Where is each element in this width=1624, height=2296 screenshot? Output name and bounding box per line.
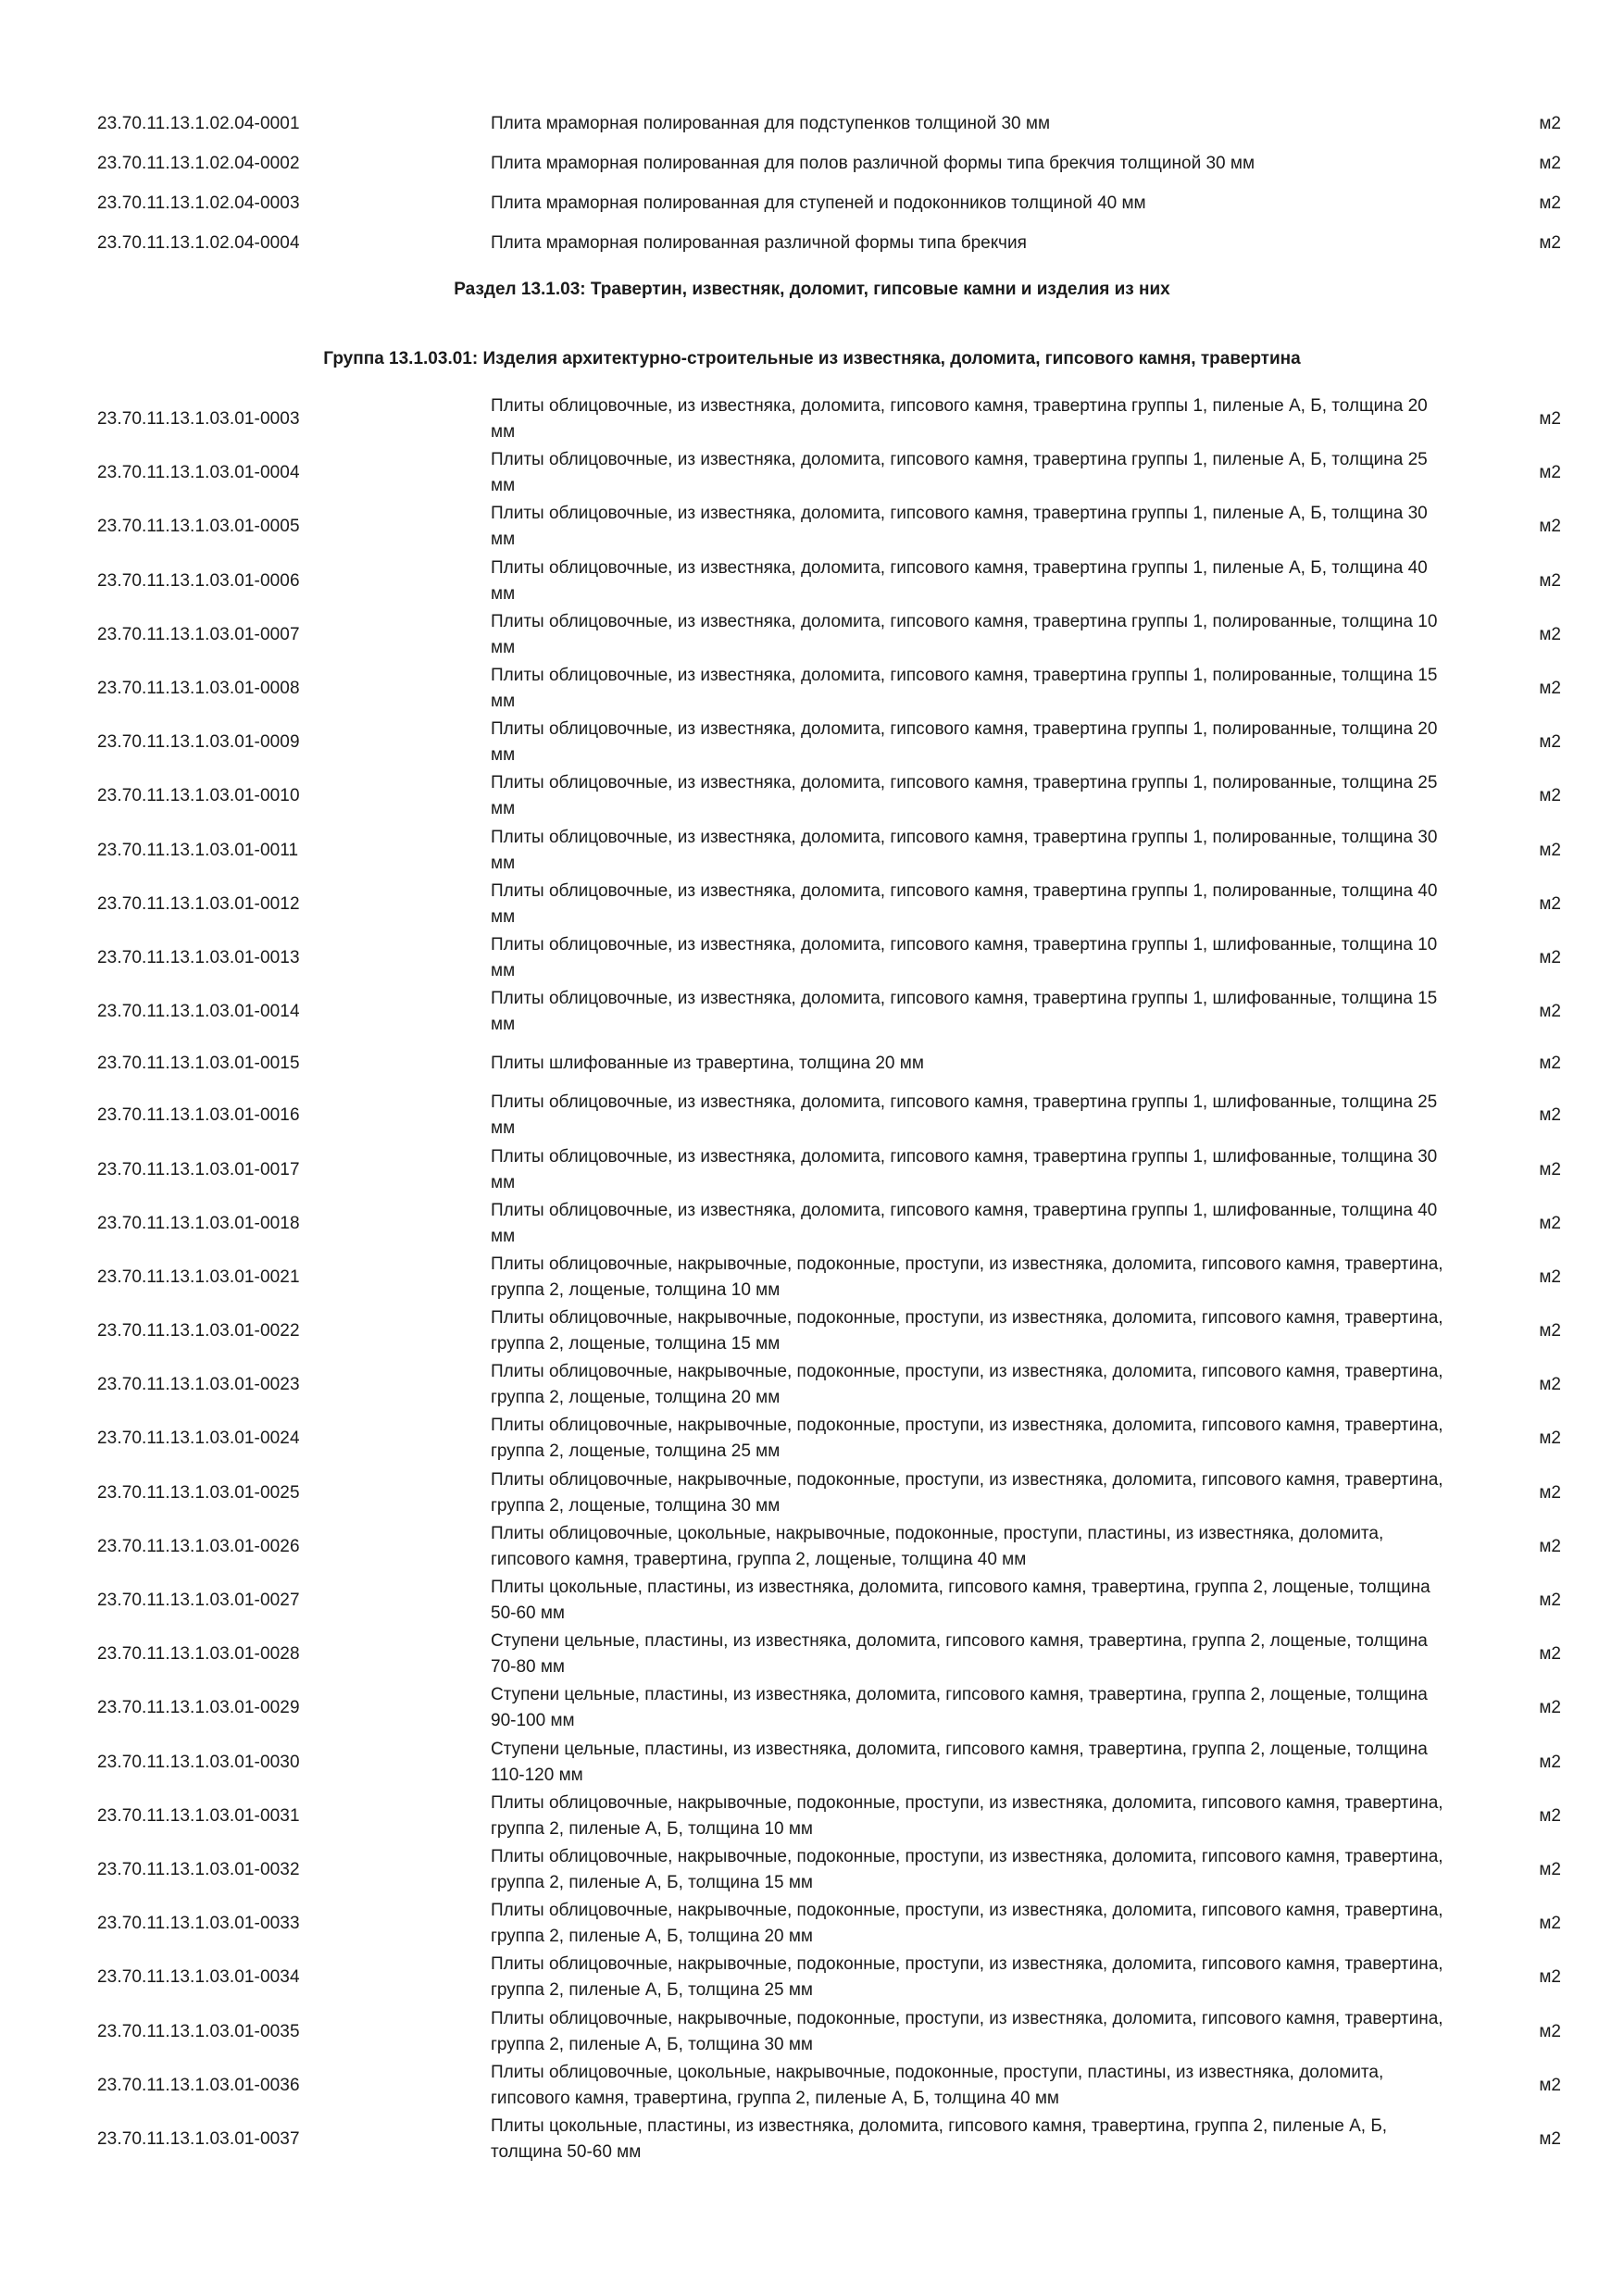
row-unit: м2	[1539, 1591, 1561, 1611]
row-unit: м2	[1539, 1002, 1561, 1022]
table-row	[0, 1790, 1624, 1843]
row-code: 23.70.11.13.1.03.01-0030	[97, 1752, 300, 1772]
row-description: Плиты облицовочные, накрывочные, подоконные, проступи, из известняка, доломита, гипсового камня, травертина, группа 2, пиленые А, Б, толщина 20 мм	[491, 1901, 1443, 1947]
row-code: 23.70.11.13.1.03.01-0018	[97, 1213, 300, 1233]
table-row	[0, 878, 1624, 931]
table-row	[0, 1574, 1624, 1628]
row-unit: м2	[1539, 1429, 1561, 1449]
row-description: Плиты облицовочные, из известняка, доломита, гипсового камня, травертина группы 1, полированные, толщина 25 мм	[491, 773, 1438, 819]
row-description: Плиты облицовочные, накрывочные, подоконные, проступи, из известняка, доломита, гипсового камня, травертина, группа 2, пиленые А, Б, толщина 10 мм	[491, 1792, 1443, 1839]
row-code: 23.70.11.13.1.03.01-0016	[97, 1105, 300, 1126]
row-code: 23.70.11.13.1.03.01-0007	[97, 624, 300, 644]
table-row	[0, 2059, 1624, 2113]
row-code: 23.70.11.13.1.03.01-0011	[97, 840, 299, 860]
table-row	[0, 555, 1624, 608]
row-unit: м2	[1539, 2021, 1561, 2041]
table-row	[0, 1142, 1624, 1196]
row-code: 23.70.11.13.1.02.04-0001	[97, 113, 300, 133]
row-unit: м2	[1539, 463, 1561, 483]
row-code: 23.70.11.13.1.03.01-0035	[97, 2021, 300, 2041]
row-description: Плиты облицовочные, цокольные, накрывочные, подоконные, проступи, пластины, из известняка, доломита, гипсового камня, травертина, группа 2, пиленые А, Б, толщина 40 мм	[491, 2062, 1384, 2108]
table-row	[0, 1520, 1624, 1574]
table-row	[0, 1843, 1624, 1897]
row-unit: м2	[1539, 947, 1561, 967]
table-row	[0, 500, 1624, 554]
table-row	[0, 1251, 1624, 1304]
row-unit: м2	[1539, 1105, 1561, 1126]
row-description: Плиты шлифованные из травертина, толщина 20 мм	[491, 1054, 924, 1074]
row-unit: м2	[1539, 624, 1561, 644]
row-code: 23.70.11.13.1.03.01-0004	[97, 463, 300, 483]
row-code: 23.70.11.13.1.03.01-0017	[97, 1159, 300, 1179]
row-code: 23.70.11.13.1.03.01-0010	[97, 786, 300, 806]
table-row	[0, 1412, 1624, 1466]
row-code: 23.70.11.13.1.03.01-0028	[97, 1644, 300, 1665]
row-unit: м2	[1539, 409, 1561, 430]
row-unit: м2	[1539, 786, 1561, 806]
row-code: 23.70.11.13.1.03.01-0033	[97, 1914, 300, 1934]
row-unit: м2	[1539, 153, 1561, 173]
row-description: Ступени цельные, пластины, из известняка, доломита, гипсового камня, травертина, группа 2, лощеные, толщина 70-80 мм	[491, 1631, 1428, 1678]
row-description: Плиты облицовочные, накрывочные, подоконные, проступи, из известняка, доломита, гипсового камня, травертина, группа 2, пиленые А, Б, толщина 15 мм	[491, 1846, 1443, 1892]
table-row	[0, 393, 1624, 446]
row-code: 23.70.11.13.1.03.01-0027	[97, 1591, 300, 1611]
row-description: Плиты облицовочные, из известняка, доломита, гипсового камня, травертина группы 1, шлифованные, толщина 30 мм	[491, 1146, 1438, 1192]
table-row	[0, 104, 1624, 144]
row-code: 23.70.11.13.1.03.01-0013	[97, 947, 300, 967]
group-title: Группа 13.1.03.01: Изделия архитектурно-строительные из известняка, доломита, гипсового камня, травертина	[323, 349, 1301, 368]
row-unit: м2	[1539, 732, 1561, 753]
row-description: Плиты облицовочные, из известняка, доломита, гипсового камня, травертина группы 1, полированные, толщина 40 мм	[491, 880, 1438, 927]
row-unit: м2	[1539, 517, 1561, 537]
row-code: 23.70.11.13.1.03.01-0029	[97, 1698, 300, 1718]
row-code: 23.70.11.13.1.03.01-0009	[97, 732, 300, 753]
row-unit: м2	[1539, 2075, 1561, 2095]
row-unit: м2	[1539, 893, 1561, 914]
row-code: 23.70.11.13.1.03.01-0003	[97, 409, 300, 430]
row-code: 23.70.11.13.1.03.01-0037	[97, 2128, 300, 2149]
row-unit: м2	[1539, 1752, 1561, 1772]
table-row	[0, 1681, 1624, 1735]
table-row	[0, 931, 1624, 985]
row-code: 23.70.11.13.1.03.01-0005	[97, 517, 300, 537]
table-row	[0, 144, 1624, 183]
table-row	[0, 1951, 1624, 2004]
row-code: 23.70.11.13.1.03.01-0008	[97, 679, 300, 699]
table-row	[0, 2113, 1624, 2166]
row-description: Плиты облицовочные, накрывочные, подоконные, проступи, из известняка, доломита, гипсового камня, травертина, группа 2, лощеные, толщина 15 мм	[491, 1308, 1443, 1354]
table-row	[0, 446, 1624, 500]
row-code: 23.70.11.13.1.03.01-0014	[97, 1002, 300, 1022]
row-description: Плиты облицовочные, из известняка, доломита, гипсового камня, травертина группы 1, пиленые А, Б, толщина 30 мм	[491, 504, 1428, 550]
row-unit: м2	[1539, 1698, 1561, 1718]
table-row	[0, 1304, 1624, 1358]
row-unit: м2	[1539, 113, 1561, 133]
row-code: 23.70.11.13.1.02.04-0004	[97, 232, 300, 253]
row-description: Плиты облицовочные, из известняка, доломита, гипсового камня, травертина группы 1, пиленые А, Б, толщина 40 мм	[491, 557, 1428, 604]
row-description: Плита мраморная полированная для подступенков толщиной 30 мм	[491, 113, 1051, 133]
table-row	[0, 1358, 1624, 1412]
table-row	[0, 183, 1624, 223]
row-unit: м2	[1539, 679, 1561, 699]
row-unit: м2	[1539, 1375, 1561, 1395]
table-row	[0, 1089, 1624, 1142]
row-description: Плиты облицовочные, из известняка, доломита, гипсового камня, травертина группы 1, шлифованные, толщина 15 мм	[491, 989, 1438, 1035]
row-unit: м2	[1539, 1644, 1561, 1665]
row-description: Плиты облицовочные, из известняка, доломита, гипсового камня, травертина группы 1, шлифованные, толщина 10 мм	[491, 934, 1438, 980]
table-row	[0, 1897, 1624, 1951]
table-row	[0, 662, 1624, 716]
row-unit: м2	[1539, 1914, 1561, 1934]
row-code: 23.70.11.13.1.02.04-0002	[97, 153, 300, 173]
row-code: 23.70.11.13.1.03.01-0024	[97, 1429, 300, 1449]
table-row	[0, 1197, 1624, 1251]
row-code: 23.70.11.13.1.03.01-0034	[97, 1967, 300, 1988]
row-unit: м2	[1539, 1536, 1561, 1556]
row-code: 23.70.11.13.1.02.04-0003	[97, 193, 300, 213]
row-description: Плита мраморная полированная различной формы типа брекчия	[491, 232, 1027, 253]
table-row	[0, 1039, 1624, 1089]
row-description: Ступени цельные, пластины, из известняка, доломита, гипсового камня, травертина, группа 2, лощеные, толщина 110-120 мм	[491, 1739, 1428, 1785]
table-row	[0, 1736, 1624, 1790]
row-unit: м2	[1539, 1054, 1561, 1074]
row-code: 23.70.11.13.1.03.01-0012	[97, 893, 300, 914]
table-row	[0, 2004, 1624, 2058]
row-code: 23.70.11.13.1.03.01-0031	[97, 1805, 300, 1826]
row-unit: м2	[1539, 1159, 1561, 1179]
row-unit: м2	[1539, 2128, 1561, 2149]
row-code: 23.70.11.13.1.03.01-0036	[97, 2075, 300, 2095]
row-code: 23.70.11.13.1.03.01-0026	[97, 1536, 300, 1556]
row-description: Плиты цокольные, пластины, из известняка, доломита, гипсового камня, травертина, группа 2, пиленые А, Б, толщина 50-60 мм	[491, 2115, 1388, 2162]
row-unit: м2	[1539, 840, 1561, 860]
row-description: Плиты облицовочные, цокольные, накрывочные, подоконные, проступи, пластины, из известняка, доломита, гипсового камня, травертина, группа 2, лощеные, толщина 40 мм	[491, 1523, 1384, 1569]
row-code: 23.70.11.13.1.03.01-0015	[97, 1054, 300, 1074]
row-description: Ступени цельные, пластины, из известняка, доломита, гипсового камня, травертина, группа 2, лощеные, толщина 90-100 мм	[491, 1685, 1428, 1731]
row-unit: м2	[1539, 193, 1561, 213]
row-description: Плиты облицовочные, накрывочные, подоконные, проступи, из известняка, доломита, гипсового камня, травертина, группа 2, лощеные, толщина 30 мм	[491, 1469, 1443, 1516]
row-unit: м2	[1539, 1267, 1561, 1287]
row-description: Плиты облицовочные, накрывочные, подоконные, проступи, из известняка, доломита, гипсового камня, травертина, группа 2, пиленые А, Б, толщина 30 мм	[491, 2008, 1443, 2054]
row-code: 23.70.11.13.1.03.01-0006	[97, 570, 300, 591]
row-unit: м2	[1539, 1805, 1561, 1826]
row-unit: м2	[1539, 1213, 1561, 1233]
row-code: 23.70.11.13.1.03.01-0022	[97, 1321, 300, 1341]
table-row	[0, 716, 1624, 769]
row-description: Плиты облицовочные, из известняка, доломита, гипсового камня, травертина группы 1, полированные, толщина 20 мм	[491, 719, 1438, 766]
row-description: Плиты облицовочные, накрывочные, подоконные, проступи, из известняка, доломита, гипсового камня, травертина, группа 2, лощеные, толщина 20 мм	[491, 1362, 1443, 1408]
row-code: 23.70.11.13.1.03.01-0032	[97, 1859, 300, 1879]
row-description: Плита мраморная полированная для ступеней и подоконников толщиной 40 мм	[491, 193, 1146, 213]
row-description: Плиты облицовочные, из известняка, доломита, гипсового камня, травертина группы 1, пиленые А, Б, толщина 25 мм	[491, 450, 1428, 496]
row-unit: м2	[1539, 232, 1561, 253]
table-row	[0, 1628, 1624, 1681]
row-unit: м2	[1539, 1967, 1561, 1988]
row-code: 23.70.11.13.1.03.01-0025	[97, 1482, 300, 1503]
row-description: Плиты облицовочные, из известняка, доломита, гипсового камня, травертина группы 1, пиленые А, Б, толщина 20 мм	[491, 396, 1428, 443]
row-description: Плиты облицовочные, накрывочные, подоконные, проступи, из известняка, доломита, гипсового камня, травертина, группа 2, пиленые А, Б, толщина 25 мм	[491, 1954, 1443, 2001]
table-row	[0, 824, 1624, 878]
table-top	[0, 104, 1624, 263]
row-description: Плиты облицовочные, из известняка, доломита, гипсового камня, травертина группы 1, полированные, толщина 30 мм	[491, 827, 1438, 873]
row-unit: м2	[1539, 1859, 1561, 1879]
row-description: Плиты облицовочные, из известняка, доломита, гипсового камня, травертина группы 1, шлифованные, толщина 25 мм	[491, 1092, 1438, 1139]
row-unit: м2	[1539, 1321, 1561, 1341]
row-description: Плиты цокольные, пластины, из известняка, доломита, гипсового камня, травертина, группа 2, лощеные, толщина 50-60 мм	[491, 1578, 1430, 1624]
row-description: Плиты облицовочные, из известняка, доломита, гипсового камня, травертина группы 1, полированные, толщина 10 мм	[491, 611, 1438, 657]
table-row	[0, 223, 1624, 263]
table-row	[0, 1466, 1624, 1520]
table-row	[0, 769, 1624, 823]
row-unit: м2	[1539, 1482, 1561, 1503]
table-main	[0, 393, 1624, 2166]
row-description: Плиты облицовочные, накрывочные, подоконные, проступи, из известняка, доломита, гипсового камня, травертина, группа 2, лощеные, толщина 25 мм	[491, 1416, 1443, 1462]
row-description: Плита мраморная полированная для полов различной формы типа брекчия толщиной 30 мм	[491, 153, 1255, 173]
row-description: Плиты облицовочные, накрывочные, подоконные, проступи, из известняка, доломита, гипсового камня, травертина, группа 2, лощеные, толщина 10 мм	[491, 1254, 1443, 1300]
table-row	[0, 985, 1624, 1039]
row-code: 23.70.11.13.1.03.01-0021	[97, 1267, 300, 1287]
row-unit: м2	[1539, 570, 1561, 591]
section-title: Раздел 13.1.03: Травертин, известняк, доломит, гипсовые камни и изделия из них	[454, 280, 1170, 299]
table-row	[0, 608, 1624, 662]
row-description: Плиты облицовочные, из известняка, доломита, гипсового камня, травертина группы 1, шлифованные, толщина 40 мм	[491, 1200, 1438, 1246]
row-description: Плиты облицовочные, из известняка, доломита, гипсового камня, травертина группы 1, полированные, толщина 15 мм	[491, 666, 1438, 712]
row-code: 23.70.11.13.1.03.01-0023	[97, 1375, 300, 1395]
